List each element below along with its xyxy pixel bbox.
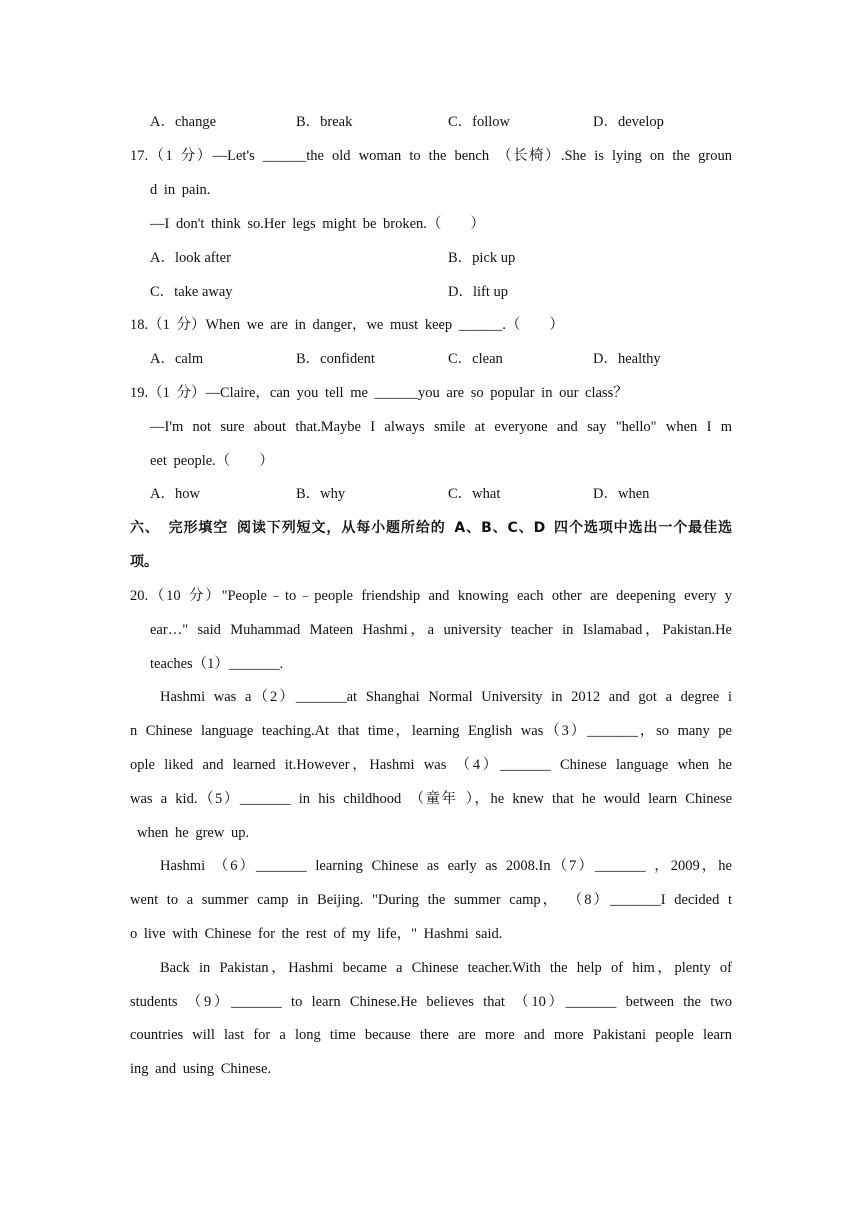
q17-reply-line: —I don't think so.Her legs might be broken.（ ） — [150, 216, 485, 232]
q19-option-a: A．how — [150, 486, 200, 502]
q18-option-a: A．calm — [150, 351, 204, 367]
q16-option-a: A．change — [150, 114, 217, 130]
q17-stem-line1: 17.（1 分）—Let's ______the old woman to the bench （长椅）.She is lying on the groun — [130, 148, 732, 164]
q17-option-d: D．lift up — [448, 284, 509, 300]
q20-line-9: Hashmi （6）_______ learning Chinese as early as 2008.In（7）_______ ，2009，he — [160, 858, 732, 874]
q17-option-a: A．look after — [150, 250, 231, 266]
section-heading-line1: 六、 完形填空 阅读下列短文，从每小题所给的 A、B、C、D 四个选项中选出一个最佳选 — [130, 520, 732, 536]
section-heading-line2: 项。 — [130, 554, 158, 570]
q20-line-11: o live with Chinese for the rest of my life，" Hashmi said. — [130, 926, 503, 942]
q19-reply-line2: eet people.（ ） — [150, 453, 274, 469]
q20-line-10: went to a summer camp in Beijing. "During the summer camp， （8）_______I decided t — [130, 892, 732, 908]
q19-option-d: D．when — [593, 486, 650, 502]
q17-stem-line2: d in pain. — [150, 182, 211, 198]
q20-line-7: was a kid.（5）_______ in his childhood （童年 ），he knew that he would learn Chinese — [130, 791, 732, 807]
q18-option-d: D．healthy — [593, 351, 661, 367]
q18-stem: 18.（1 分）When we are in danger，we must keep ______.（ ） — [130, 317, 564, 333]
q16-option-b: B．break — [296, 114, 353, 130]
q20-line-2: ear…" said Muhammad Mateen Hashmi，a university teacher in Islamabad，Pakistan.He — [150, 622, 732, 638]
q17-option-b: B．pick up — [448, 250, 516, 266]
q20-line-12: Back in Pakistan，Hashmi became a Chinese teacher.With the help of him，plenty of — [160, 960, 732, 976]
q19-option-c: C．what — [448, 486, 501, 502]
q20-line-4: Hashmi was a（2）_______at Shanghai Normal University in 2012 and got a degree i — [160, 689, 732, 705]
q19-reply-line1: —I'm not sure about that.Maybe I always smile at everyone and say "hello" when I m — [150, 419, 732, 435]
q16-option-d: D．develop — [593, 114, 664, 130]
q20-line-15: ing and using Chinese. — [130, 1061, 272, 1077]
q20-line-13: students （9）_______ to learn Chinese.He believes that （10）_______ between the two — [130, 994, 732, 1010]
q19-stem: 19.（1 分）—Claire，can you tell me ______you are so popular in our class？ — [130, 385, 628, 401]
q20-line-14: countries will last for a long time because there are more and more Pakistani people learn — [130, 1027, 732, 1043]
q16-option-c: C．follow — [448, 114, 511, 130]
q18-option-b: B．confident — [296, 351, 375, 367]
q20-line-1: 20.（10 分）"People﹣to﹣people friendship and knowing each other are deepening every y — [130, 588, 732, 604]
q20-line-5: n Chinese language teaching.At that time，learning English was（3）_______，so many pe — [130, 723, 732, 739]
q20-line-8: when he grew up. — [137, 825, 250, 841]
q20-line-3: teaches（1）_______. — [150, 656, 284, 672]
q19-option-b: B．why — [296, 486, 346, 502]
q20-line-6: ople liked and learned it.However，Hashmi was （4）_______ Chinese language when he — [130, 757, 732, 773]
q18-option-c: C．clean — [448, 351, 503, 367]
q17-option-c: C．take away — [150, 284, 233, 300]
